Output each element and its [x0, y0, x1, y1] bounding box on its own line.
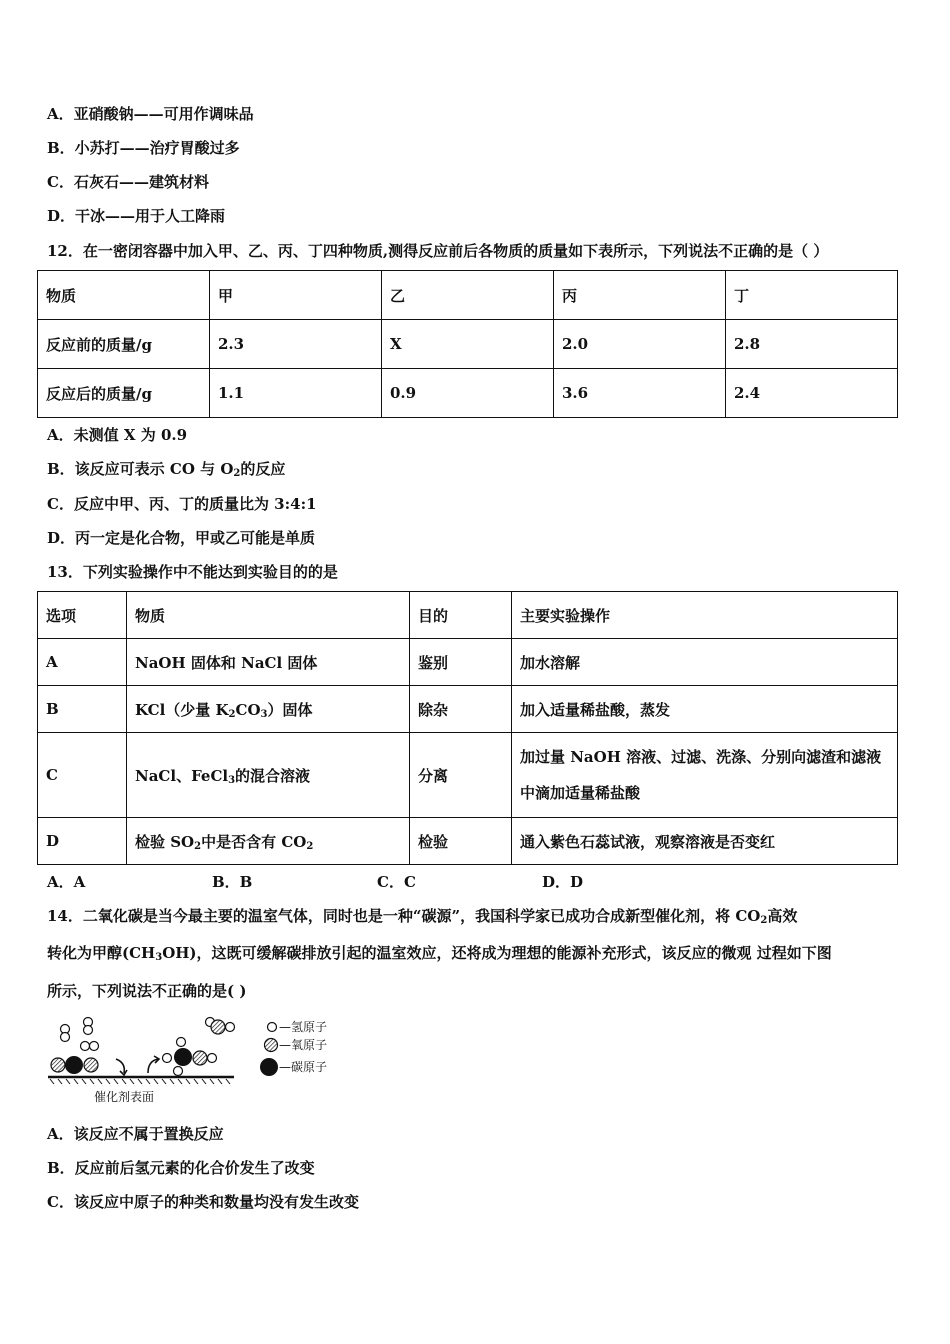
- text: ）固体: [267, 700, 313, 719]
- q12-stem: 12．在一密闭容器中加入甲、乙、丙、丁四种物质,测得反应前后各物质的质量如下表所示，下列说法不正确的是（ ）: [47, 242, 829, 260]
- text: 检验 SO: [135, 832, 195, 851]
- q12-cell: 1.1: [210, 369, 382, 418]
- q12-cell: 2.8: [726, 320, 898, 369]
- q12-cell: X: [382, 320, 554, 369]
- text: 转化为甲醇(CH: [47, 944, 156, 962]
- q13-header-cell: 物质: [127, 592, 410, 639]
- q13-cell-purpose: 鉴别: [410, 639, 512, 686]
- q13-table: [37, 591, 898, 865]
- text: 的混合溶液: [235, 766, 311, 785]
- q12-header-cell: 丁: [726, 271, 898, 320]
- hydrogen-atom-icon: [208, 1054, 217, 1063]
- q13-row-a: [38, 639, 898, 686]
- q12-option-d: D．丙一定是化合物，甲或乙可能是单质: [47, 529, 316, 547]
- q13-header-cell: 主要实验操作: [512, 592, 898, 639]
- carbon-atom-icon: [65, 1056, 83, 1074]
- q12-header-cell: 物质: [38, 271, 210, 320]
- q12-row-after: [38, 369, 898, 418]
- q13-cell-option: C: [38, 733, 127, 818]
- carbon-atom-icon: [174, 1048, 192, 1066]
- q14-stem-line2: [47, 942, 832, 963]
- q14-option-c: C．该反应中原子的种类和数量均没有发生改变: [47, 1193, 359, 1211]
- hydrogen-atom-icon: [81, 1042, 90, 1051]
- q12-cell: 3.6: [554, 369, 726, 418]
- text: CO: [235, 700, 261, 719]
- q14-stem-line3: 所示，下列说法不正确的是( ): [47, 982, 247, 1000]
- q13-cell-operation: 加入适量稀盐酸，蒸发: [512, 686, 898, 733]
- q12-cell: 反应前的质量/g: [38, 320, 210, 369]
- q13-cell-option: D: [38, 818, 127, 865]
- hydrogen-atom-icon: [226, 1023, 235, 1032]
- q11-option-a: A．亚硝酸钠——可用作调味品: [47, 105, 254, 123]
- text: 14．二氧化碳是当今最主要的温室气体，同时也是一种“碳源”，我国科学家已成功合成新型催化剂，将 CO: [47, 907, 761, 925]
- subscript: 2: [233, 468, 241, 479]
- oxygen-atom-icon: [193, 1051, 207, 1065]
- q11-option-c: C．石灰石——建筑材料: [47, 173, 209, 191]
- hydrogen-atom-icon: [163, 1054, 172, 1063]
- q13-cell-option: A: [38, 639, 127, 686]
- subscript: 2: [228, 708, 236, 720]
- q13-choice-a: A．A: [47, 873, 86, 891]
- q13-cell-purpose: 检验: [410, 818, 512, 865]
- q11-option-b: B．小苏打——治疗胃酸过多: [47, 139, 240, 157]
- hydrogen-atom-icon: [90, 1042, 99, 1051]
- oxygen-atom-icon: [84, 1058, 98, 1072]
- subscript: 3: [155, 952, 163, 963]
- q13-choice-c: C．C: [377, 873, 416, 891]
- q13-cell-substance: NaOH 固体和 NaCl 固体: [127, 639, 410, 686]
- q12-cell: 2.3: [210, 320, 382, 369]
- q12-header-cell: 甲: [210, 271, 382, 320]
- q13-choices: [47, 871, 747, 891]
- q11-option-d: D．干冰——用于人工降雨: [47, 207, 226, 225]
- q14-option-a: A．该反应不属于置换反应: [47, 1125, 224, 1143]
- subscript: 2: [760, 915, 768, 926]
- q14-stem-line1: [47, 905, 797, 926]
- subscript: 2: [306, 840, 314, 852]
- q13-cell-operation: 加水溶解: [512, 639, 898, 686]
- legend-hydrogen-icon: [268, 1023, 277, 1032]
- q12-cell: 反应后的质量/g: [38, 369, 210, 418]
- text: NaCl、FeCl: [135, 766, 229, 785]
- reaction-diagram-svg: [44, 1013, 344, 1107]
- q13-cell-purpose: 分离: [410, 733, 512, 818]
- reaction-diagram: [44, 1013, 344, 1107]
- subscript: 3: [228, 774, 236, 786]
- q12-cell: 0.9: [382, 369, 554, 418]
- q12-cell: 2.0: [554, 320, 726, 369]
- q12-cell: 2.4: [726, 369, 898, 418]
- q12-header-cell: 丙: [554, 271, 726, 320]
- hydrogen-atom-icon: [61, 1033, 70, 1042]
- text: 中是否含有 CO: [201, 832, 307, 851]
- hydrogen-atom-icon: [177, 1038, 186, 1047]
- legend-oxygen-icon: [265, 1039, 278, 1052]
- q13-header-row: [38, 592, 898, 639]
- q13-choice-b: B．B: [212, 873, 253, 891]
- q13-header-cell: 目的: [410, 592, 512, 639]
- oxygen-atom-icon: [51, 1058, 65, 1072]
- oxygen-atom-icon: [211, 1020, 225, 1034]
- subscript: 2: [194, 840, 202, 852]
- q12-header-cell: 乙: [382, 271, 554, 320]
- q12-table: [37, 270, 898, 418]
- q12-row-before: [38, 320, 898, 369]
- text: OH)，这既可缓解碳排放引起的温室效应，还将成为理想的能源补充形式，该反应的微观 过程如下图: [162, 944, 832, 962]
- q12-option-c: C．反应中甲、丙、丁的质量比为 3:4:1: [47, 495, 317, 513]
- q13-cell-purpose: 除杂: [410, 686, 512, 733]
- legend-oxygen-label: —氧原子: [279, 1038, 328, 1052]
- q13-header-cell: 选项: [38, 592, 127, 639]
- q13-choice-d: D．D: [542, 873, 584, 891]
- surface-hatching: [50, 1079, 230, 1084]
- hydrogen-atom-icon: [84, 1026, 93, 1035]
- q13-cell-option: B: [38, 686, 127, 733]
- q13-cell-substance: [127, 733, 410, 818]
- hydrogen-atom-icon: [174, 1067, 183, 1076]
- text: KCl（少量 K: [135, 700, 229, 719]
- legend-carbon-icon: [260, 1058, 278, 1076]
- q13-cell-operation: 加过量 NaOH 溶液、过滤、洗涤、分别向滤渣和滤液中滴加适量稀盐酸: [512, 733, 898, 818]
- q13-cell-operation: 通入紫色石蕊试液，观察溶液是否变红: [512, 818, 898, 865]
- q12-option-b: [47, 458, 285, 479]
- q12-option-a: A．未测值 X 为 0.9: [47, 426, 188, 444]
- surface-label: 催化剂表面: [94, 1090, 155, 1104]
- q13-row-b: [38, 686, 898, 733]
- q12-option-b-text: B．该反应可表示 CO 与 O: [47, 460, 234, 478]
- q12-option-b-tail: 的反应: [240, 460, 286, 478]
- q13-cell-substance: [127, 818, 410, 865]
- legend-hydrogen-label: —氢原子: [279, 1020, 328, 1034]
- subscript: 3: [260, 708, 268, 720]
- q12-header-row: [38, 271, 898, 320]
- text: 高效: [767, 907, 798, 925]
- q13-row-d: [38, 818, 898, 865]
- q13-cell-substance: [127, 686, 410, 733]
- q13-row-c: [38, 733, 898, 818]
- q13-stem: 13．下列实验操作中不能达到实验目的的是: [47, 563, 338, 581]
- q14-option-b: B．反应前后氢元素的化合价发生了改变: [47, 1159, 315, 1177]
- legend-carbon-label: —碳原子: [279, 1060, 328, 1074]
